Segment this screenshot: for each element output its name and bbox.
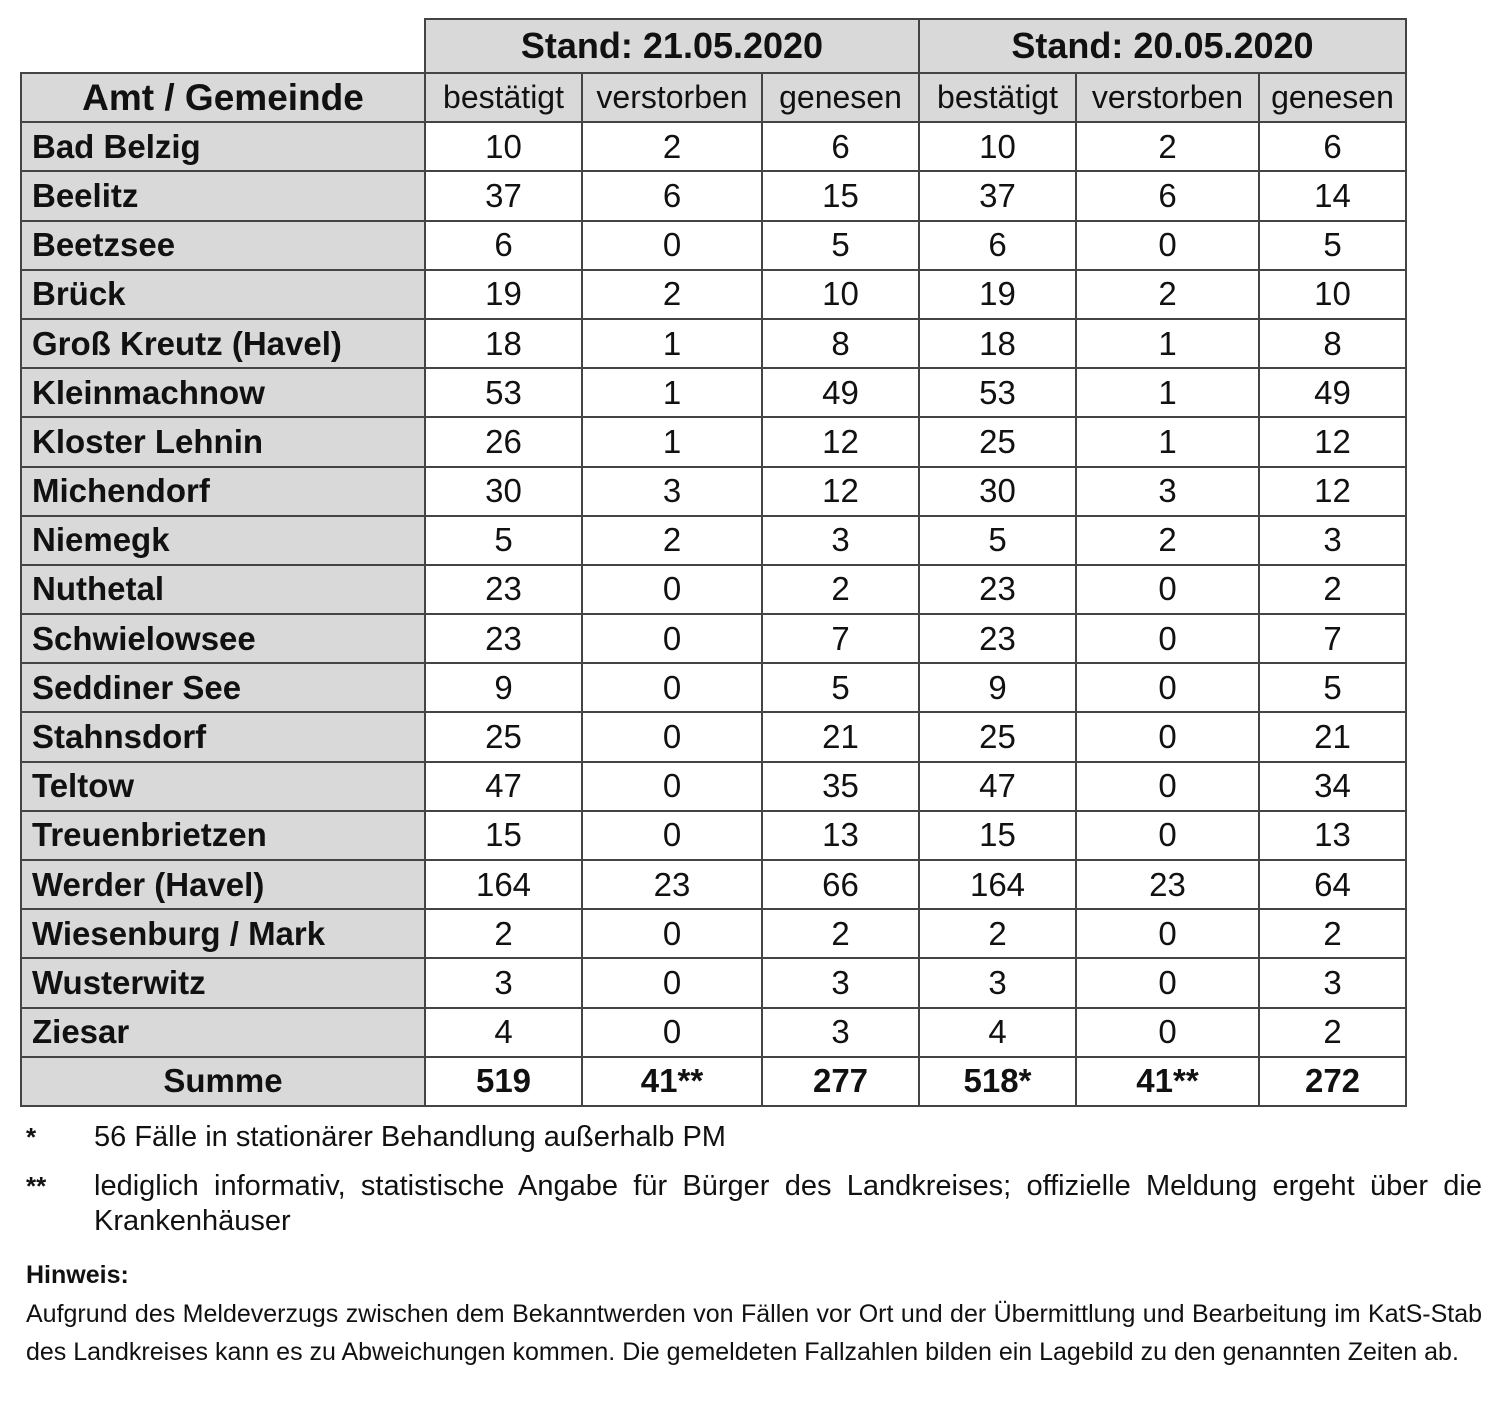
table-cell: 37	[919, 171, 1076, 220]
gemeinde-name: Treuenbrietzen	[21, 811, 425, 860]
col-header-genesen: genesen	[1259, 73, 1406, 122]
gemeinde-name: Teltow	[21, 762, 425, 811]
table-cell: 49	[762, 368, 919, 417]
table-cell: 1	[1076, 319, 1259, 368]
table-footer	[21, 1057, 1406, 1106]
table-cell: 30	[425, 467, 582, 516]
table-cell: 0	[1076, 712, 1259, 761]
table-cell: 0	[582, 565, 762, 614]
table-cell: 13	[1259, 811, 1406, 860]
table-cell: 3	[762, 516, 919, 565]
table-cell: 3	[762, 1008, 919, 1057]
table-cell: 6	[1259, 122, 1406, 171]
case-table	[20, 18, 1407, 1107]
table-cell: 21	[1259, 712, 1406, 761]
table-row	[21, 221, 1406, 270]
table-cell: 23	[919, 565, 1076, 614]
table-cell: 10	[1259, 270, 1406, 319]
table-cell: 14	[1259, 171, 1406, 220]
table-cell: 5	[919, 516, 1076, 565]
footnote-text: 56 Fälle in stationärer Behandlung außerhalb PM	[94, 1121, 726, 1153]
table-cell: 2	[582, 122, 762, 171]
gemeinde-name: Wusterwitz	[21, 958, 425, 1007]
gemeinde-name: Schwielowsee	[21, 614, 425, 663]
table-cell: 164	[425, 860, 582, 909]
table-cell: 25	[919, 417, 1076, 466]
sum-row	[21, 1057, 1406, 1106]
table-cell: 0	[1076, 762, 1259, 811]
table-cell: 3	[1076, 467, 1259, 516]
table-row	[21, 762, 1406, 811]
table-cell: 2	[1259, 1008, 1406, 1057]
footnote	[26, 1120, 1482, 1155]
table-cell: 2	[762, 565, 919, 614]
table-cell: 2	[1076, 516, 1259, 565]
table-row	[21, 614, 1406, 663]
table-cell: 35	[762, 762, 919, 811]
table-cell: 3	[762, 958, 919, 1007]
table-cell: 4	[919, 1008, 1076, 1057]
table-row	[21, 811, 1406, 860]
table-cell: 10	[762, 270, 919, 319]
table-cell: 2	[762, 909, 919, 958]
table-cell: 0	[1076, 565, 1259, 614]
table-cell: 10	[425, 122, 582, 171]
sum-value: 272	[1259, 1057, 1406, 1106]
table-cell: 2	[582, 270, 762, 319]
table-cell: 3	[919, 958, 1076, 1007]
table-cell: 19	[919, 270, 1076, 319]
gemeinde-name: Michendorf	[21, 467, 425, 516]
gemeinde-name: Groß Kreutz (Havel)	[21, 319, 425, 368]
table-cell: 0	[582, 811, 762, 860]
header-row-columns	[21, 73, 1406, 122]
gemeinde-name: Seddiner See	[21, 663, 425, 712]
table-cell: 47	[919, 762, 1076, 811]
table-cell: 5	[762, 221, 919, 270]
table-cell: 0	[582, 1008, 762, 1057]
table-row	[21, 270, 1406, 319]
table-cell: 0	[1076, 1008, 1259, 1057]
table-cell: 9	[425, 663, 582, 712]
sum-label: Summe	[21, 1057, 425, 1106]
table-cell: 2	[425, 909, 582, 958]
table-cell: 2	[582, 516, 762, 565]
gemeinde-name: Kloster Lehnin	[21, 417, 425, 466]
footnotes	[26, 1120, 1482, 1253]
table-cell: 8	[762, 319, 919, 368]
table-cell: 0	[1076, 663, 1259, 712]
table-cell: 1	[582, 319, 762, 368]
table-cell: 3	[1259, 958, 1406, 1007]
table-cell: 30	[919, 467, 1076, 516]
table-cell: 12	[1259, 417, 1406, 466]
table-cell: 18	[919, 319, 1076, 368]
table-cell: 6	[582, 171, 762, 220]
table-cell: 0	[582, 614, 762, 663]
sum-value: 277	[762, 1057, 919, 1106]
table-cell: 53	[425, 368, 582, 417]
gemeinde-name: Wiesenburg / Mark	[21, 909, 425, 958]
table-row	[21, 958, 1406, 1007]
gemeinde-name: Niemegk	[21, 516, 425, 565]
table-cell: 15	[425, 811, 582, 860]
table-row	[21, 663, 1406, 712]
sum-value: 518*	[919, 1057, 1076, 1106]
table-cell: 0	[1076, 909, 1259, 958]
table-cell: 0	[1076, 614, 1259, 663]
table-cell: 25	[919, 712, 1076, 761]
stand-header-current: Stand: 21.05.2020	[425, 19, 919, 73]
table-cell: 0	[582, 221, 762, 270]
table-row	[21, 1008, 1406, 1057]
table-cell: 5	[1259, 663, 1406, 712]
table-cell: 64	[1259, 860, 1406, 909]
table-cell: 2	[1259, 909, 1406, 958]
table-row	[21, 712, 1406, 761]
table-cell: 6	[1076, 171, 1259, 220]
table-cell: 4	[425, 1008, 582, 1057]
table-cell: 1	[582, 417, 762, 466]
table-cell: 66	[762, 860, 919, 909]
table-body	[21, 122, 1406, 1057]
table-cell: 34	[1259, 762, 1406, 811]
col-header-verstorben: verstorben	[582, 73, 762, 122]
table-cell: 15	[762, 171, 919, 220]
table-header	[21, 19, 1406, 122]
table-cell: 0	[1076, 221, 1259, 270]
gemeinde-name: Kleinmachnow	[21, 368, 425, 417]
table-row	[21, 171, 1406, 220]
table-cell: 6	[762, 122, 919, 171]
table-cell: 0	[582, 712, 762, 761]
table-cell: 0	[582, 958, 762, 1007]
table-cell: 6	[919, 221, 1076, 270]
table-cell: 37	[425, 171, 582, 220]
table-cell: 21	[762, 712, 919, 761]
footnote	[26, 1169, 1482, 1239]
col-header-bestaetigt: bestätigt	[425, 73, 582, 122]
table-cell: 47	[425, 762, 582, 811]
table-cell: 0	[1076, 811, 1259, 860]
sum-value: 41**	[582, 1057, 762, 1106]
hinweis-text: Aufgrund des Meldeverzugs zwischen dem Bekanntwerden von Fällen vor Ort und der Übermittlung und Bearbeitung im KatS-Stab des Landkreises kann es zu Abweichungen kommen. Die gemeldeten Fallzahlen bilden ein Lagebild zu den genannten Zeiten ab.	[26, 1299, 1482, 1366]
table-row	[21, 417, 1406, 466]
amt-gemeinde-header: Amt / Gemeinde	[21, 73, 425, 122]
table-row	[21, 467, 1406, 516]
sum-value: 41**	[1076, 1057, 1259, 1106]
table-cell: 10	[919, 122, 1076, 171]
table-cell: 23	[425, 614, 582, 663]
gemeinde-name: Nuthetal	[21, 565, 425, 614]
col-header-genesen: genesen	[762, 73, 919, 122]
table-cell: 13	[762, 811, 919, 860]
table-cell: 18	[425, 319, 582, 368]
table-cell: 53	[919, 368, 1076, 417]
table-cell: 23	[919, 614, 1076, 663]
table-cell: 9	[919, 663, 1076, 712]
table-cell: 19	[425, 270, 582, 319]
gemeinde-name: Beelitz	[21, 171, 425, 220]
table-row	[21, 122, 1406, 171]
sum-value: 519	[425, 1057, 582, 1106]
table-cell: 5	[1259, 221, 1406, 270]
table-cell: 3	[1259, 516, 1406, 565]
table-cell: 0	[1076, 958, 1259, 1007]
footnote-mark: **	[26, 1171, 47, 1201]
table-cell: 7	[1259, 614, 1406, 663]
table-cell: 8	[1259, 319, 1406, 368]
table-cell: 23	[425, 565, 582, 614]
table-cell: 49	[1259, 368, 1406, 417]
table-cell: 1	[1076, 417, 1259, 466]
col-header-bestaetigt: bestätigt	[919, 73, 1076, 122]
table-cell: 23	[582, 860, 762, 909]
table-cell: 23	[1076, 860, 1259, 909]
table-cell: 0	[582, 909, 762, 958]
gemeinde-name: Stahnsdorf	[21, 712, 425, 761]
table-cell: 2	[1076, 270, 1259, 319]
table-row	[21, 516, 1406, 565]
gemeinde-name: Brück	[21, 270, 425, 319]
footnote-mark: *	[26, 1122, 37, 1152]
table-cell: 1	[1076, 368, 1259, 417]
table-cell: 1	[582, 368, 762, 417]
table-cell: 6	[425, 221, 582, 270]
table-cell: 5	[762, 663, 919, 712]
table-cell: 25	[425, 712, 582, 761]
table-row	[21, 860, 1406, 909]
table-row	[21, 909, 1406, 958]
hinweis-section	[26, 1256, 1482, 1372]
table-cell: 12	[762, 467, 919, 516]
table-cell: 0	[582, 663, 762, 712]
gemeinde-name: Ziesar	[21, 1008, 425, 1057]
gemeinde-name: Werder (Havel)	[21, 860, 425, 909]
table-row	[21, 565, 1406, 614]
header-blank-cell	[21, 19, 425, 73]
table-row	[21, 319, 1406, 368]
stand-header-previous: Stand: 20.05.2020	[919, 19, 1406, 73]
gemeinde-name: Beetzsee	[21, 221, 425, 270]
table-row	[21, 368, 1406, 417]
col-header-verstorben: verstorben	[1076, 73, 1259, 122]
table-cell: 12	[1259, 467, 1406, 516]
table-cell: 164	[919, 860, 1076, 909]
table-cell: 2	[919, 909, 1076, 958]
table-cell: 5	[425, 516, 582, 565]
case-table-container	[20, 18, 1407, 1107]
table-cell: 3	[582, 467, 762, 516]
table-cell: 7	[762, 614, 919, 663]
table-cell: 2	[1076, 122, 1259, 171]
table-cell: 15	[919, 811, 1076, 860]
header-row-stand	[21, 19, 1406, 73]
table-cell: 12	[762, 417, 919, 466]
gemeinde-name: Bad Belzig	[21, 122, 425, 171]
footnote-text: lediglich informativ, statistische Angabe für Bürger des Landkreises; offizielle Meldung ergeht über die Krankenhäuser	[94, 1170, 1482, 1237]
table-cell: 26	[425, 417, 582, 466]
table-cell: 2	[1259, 565, 1406, 614]
hinweis-title: Hinweis:	[26, 1261, 129, 1289]
table-cell: 0	[582, 762, 762, 811]
table-cell: 3	[425, 958, 582, 1007]
